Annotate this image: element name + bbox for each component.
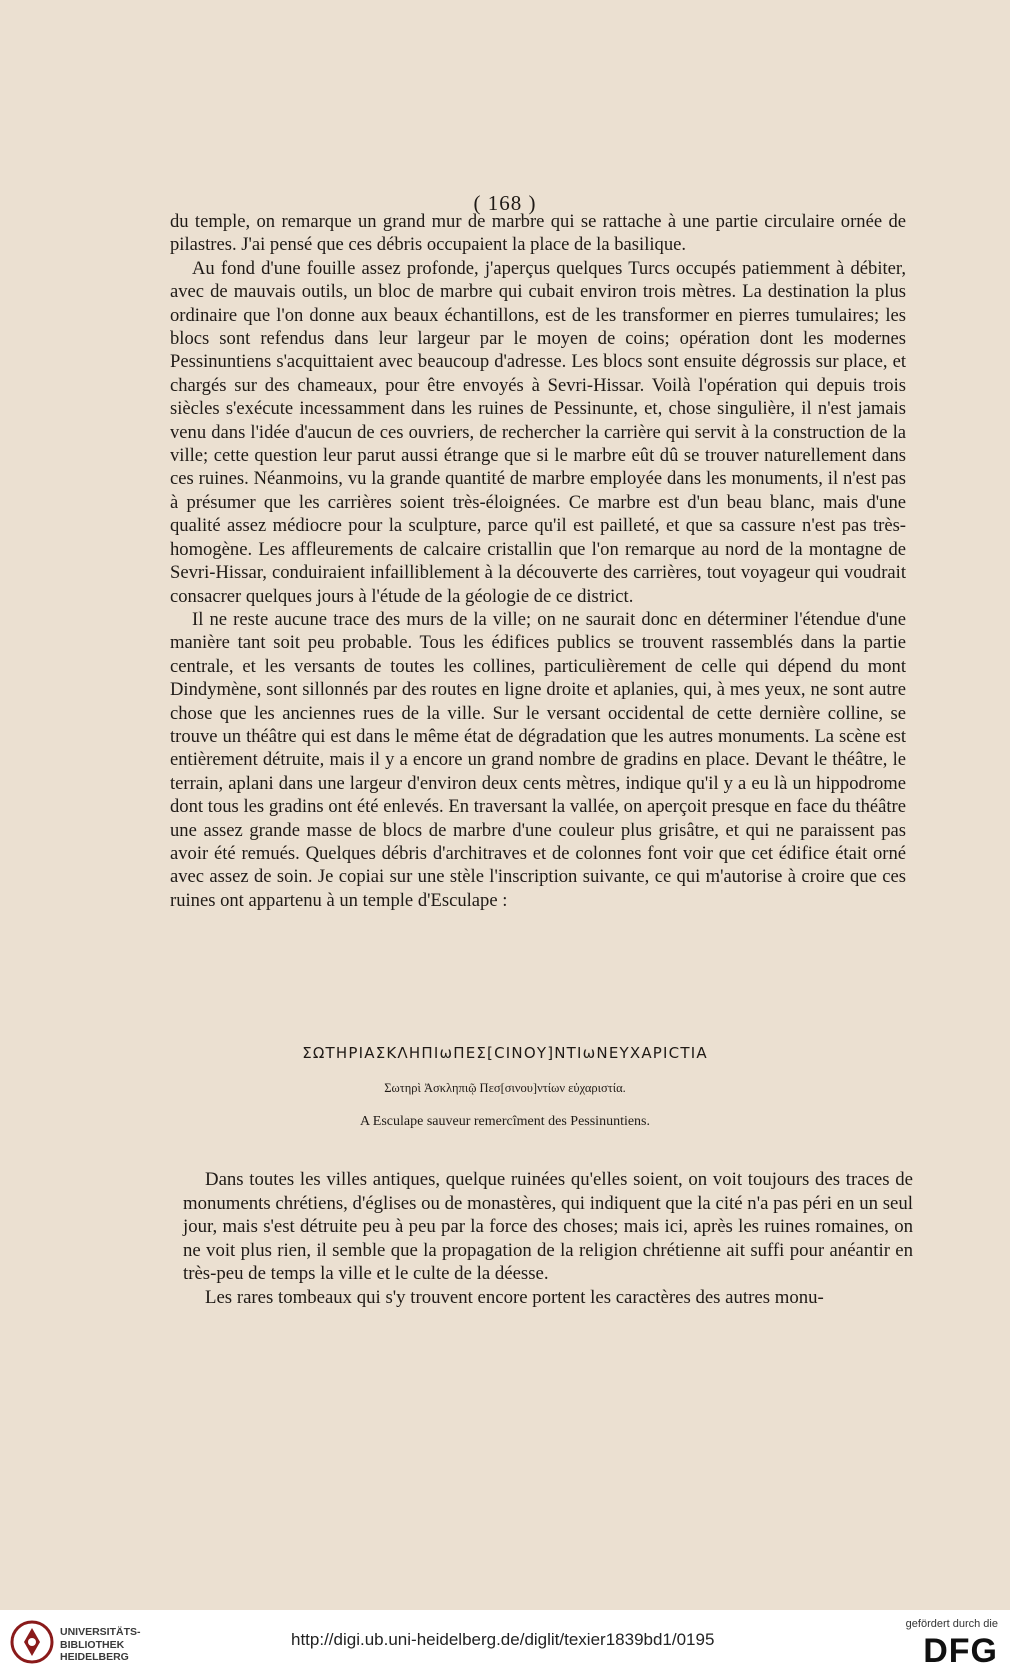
greek-inscription: ΣΩΤΗΡΙΑΣΚΛΗΠΙωΠΕΣ[CΙΝΟΥ]ΝΤΙωΝΕΥΧΑΡΙCΤΙΑ bbox=[302, 1044, 708, 1062]
greek-transcription: Σωτηρὶ Ἀσκληπιῷ Πεσ[σινου]ντίων εὐχαριστία. bbox=[384, 1081, 626, 1095]
permalink-url[interactable]: http://digi.ub.uni-heidelberg.de/diglit/texier1839bd1/0195 bbox=[291, 1630, 715, 1649]
paragraph-4: Dans toutes les villes antiques, quelque ruinées qu'elles soient, on voit toujours des traces de monuments chrétiens, d'églises ou de monastères, qui indiquent que la cité n'a pas péri en un seul jour, mais s'est détruite peu à peu par la force des choses; mais ici, après les ruines romaines, on ne voit plus rien, il semble que la propagation de la religion chrétienne ait suffi pour anéantir en très-peu de temps la ville et le culte de la déesse. bbox=[183, 1169, 913, 1285]
university-name bbox=[60, 1626, 180, 1664]
university-name-line: HEIDELBERG bbox=[60, 1651, 129, 1663]
body-text-top bbox=[170, 210, 906, 912]
funded-by-label: gefördert durch die bbox=[905, 1618, 998, 1630]
paragraph-1: du temple, on remarque un grand mur de marbre qui se rattache à une partie circulaire ornée de pilastres. J'ai pensé que ces débris occupaient la place de la basilique. bbox=[170, 211, 906, 256]
paragraph-2: Au fond d'une fouille assez profonde, j'aperçus quelques Turcs occupés patiemment à débiter, avec de mauvais outils, un bloc de marbre qui cubait environ trois mètres. La destination la plus ordinaire que l'on donne aux beaux échantillons, est de les transformer en pierres tumulaires; les blocs sont refendus dans leur largeur par le moyen de coins; opération dont les modernes Pessinuntiens s'acquittaient avec beaucoup d'adresse. Les blocs sont ensuite dégrossis sur place, et chargés sur des chameaux, pour être envoyés à Sevri-Hissar. Voilà l'opération qui depuis trois siècles s'exécute incessamment dans les ruines de Pessinunte, et, chose singulière, il n'est jamais venu dans l'idée d'aucun de ces ouvriers, de rechercher la carrière qui servit à la construction de la ville; cette question leur parut aussi étrange que si le marbre eût dû se trouver naturellement dans ces ruines. Néanmoins, vu la grande quantité de marbre employée dans les monuments, il n'est pas à présumer que les carrières soient très-éloignées. Ce marbre est d'un beau blanc, mais d'une qualité assez médiocre pour la sculpture, parce qu'il est pailleté, et que sa cassure n'est pas très-homogène. Les affleurements de calcaire cristallin que l'on remarque au nord de la montagne de Sevri-Hissar, conduiraient infailliblement à la découverte des carrières, tout voyageur qui voudrait consacrer quelques jours à l'étude de la géologie de ce district. bbox=[170, 257, 906, 607]
university-seal-icon bbox=[10, 1620, 54, 1664]
footer-bar bbox=[0, 1610, 1010, 1672]
dfg-logo: DFG bbox=[923, 1632, 998, 1670]
french-translation: A Esculape sauveur remercîment des Pessinuntiens. bbox=[359, 1114, 651, 1129]
paragraph-5: Les rares tombeaux qui s'y trouvent encore portent les caractères des autres monu- bbox=[205, 1286, 824, 1308]
body-text-bottom bbox=[183, 1168, 913, 1310]
page-number: ( 168 ) bbox=[473, 191, 537, 215]
university-name-line: UNIVERSITÄTS- bbox=[60, 1626, 141, 1638]
university-name-line: BIBLIOTHEK bbox=[60, 1638, 125, 1651]
paragraph-3: Il ne reste aucune trace des murs de la ville; on ne saurait donc en déterminer l'étendue d'une manière tant soit peu probable. Tous les édifices publics se trouvent rassemblés dans la partie centrale, et les versants de toutes les collines, particulièrement de celle qui dépend du mont Dindymène, sont sillonnés par des routes en ligne droite et aplanies, qui, à mes yeux, ne sont autre chose que les anciennes rues de la ville. Sur le versant occidental de cette dernière colline, se trouve un théâtre qui est dans le même état de dégradation que les autres monuments. La scène est entièrement détruite, mais il y a encore un grand nombre de gradins en place. Devant le théâtre, le terrain, aplani dans une largeur d'environ deux cents mètres, indique qu'il y a eu là un hippodrome dont tous les gradins ont été enlevés. En traversant la vallée, on aperçoit presque en face du théâtre une assez grande masse de blocs de marbre d'une couleur plus grisâtre, et qui ne paraissent pas avoir été remués. Quelques débris d'architraves et de colonnes font voir que cet édifice était orné avec assez de soin. Je copiai sur une stèle l'inscription suivante, ce qui m'autorise à croire que ces ruines ont appartenu à un temple d'Esculape : bbox=[170, 608, 906, 911]
